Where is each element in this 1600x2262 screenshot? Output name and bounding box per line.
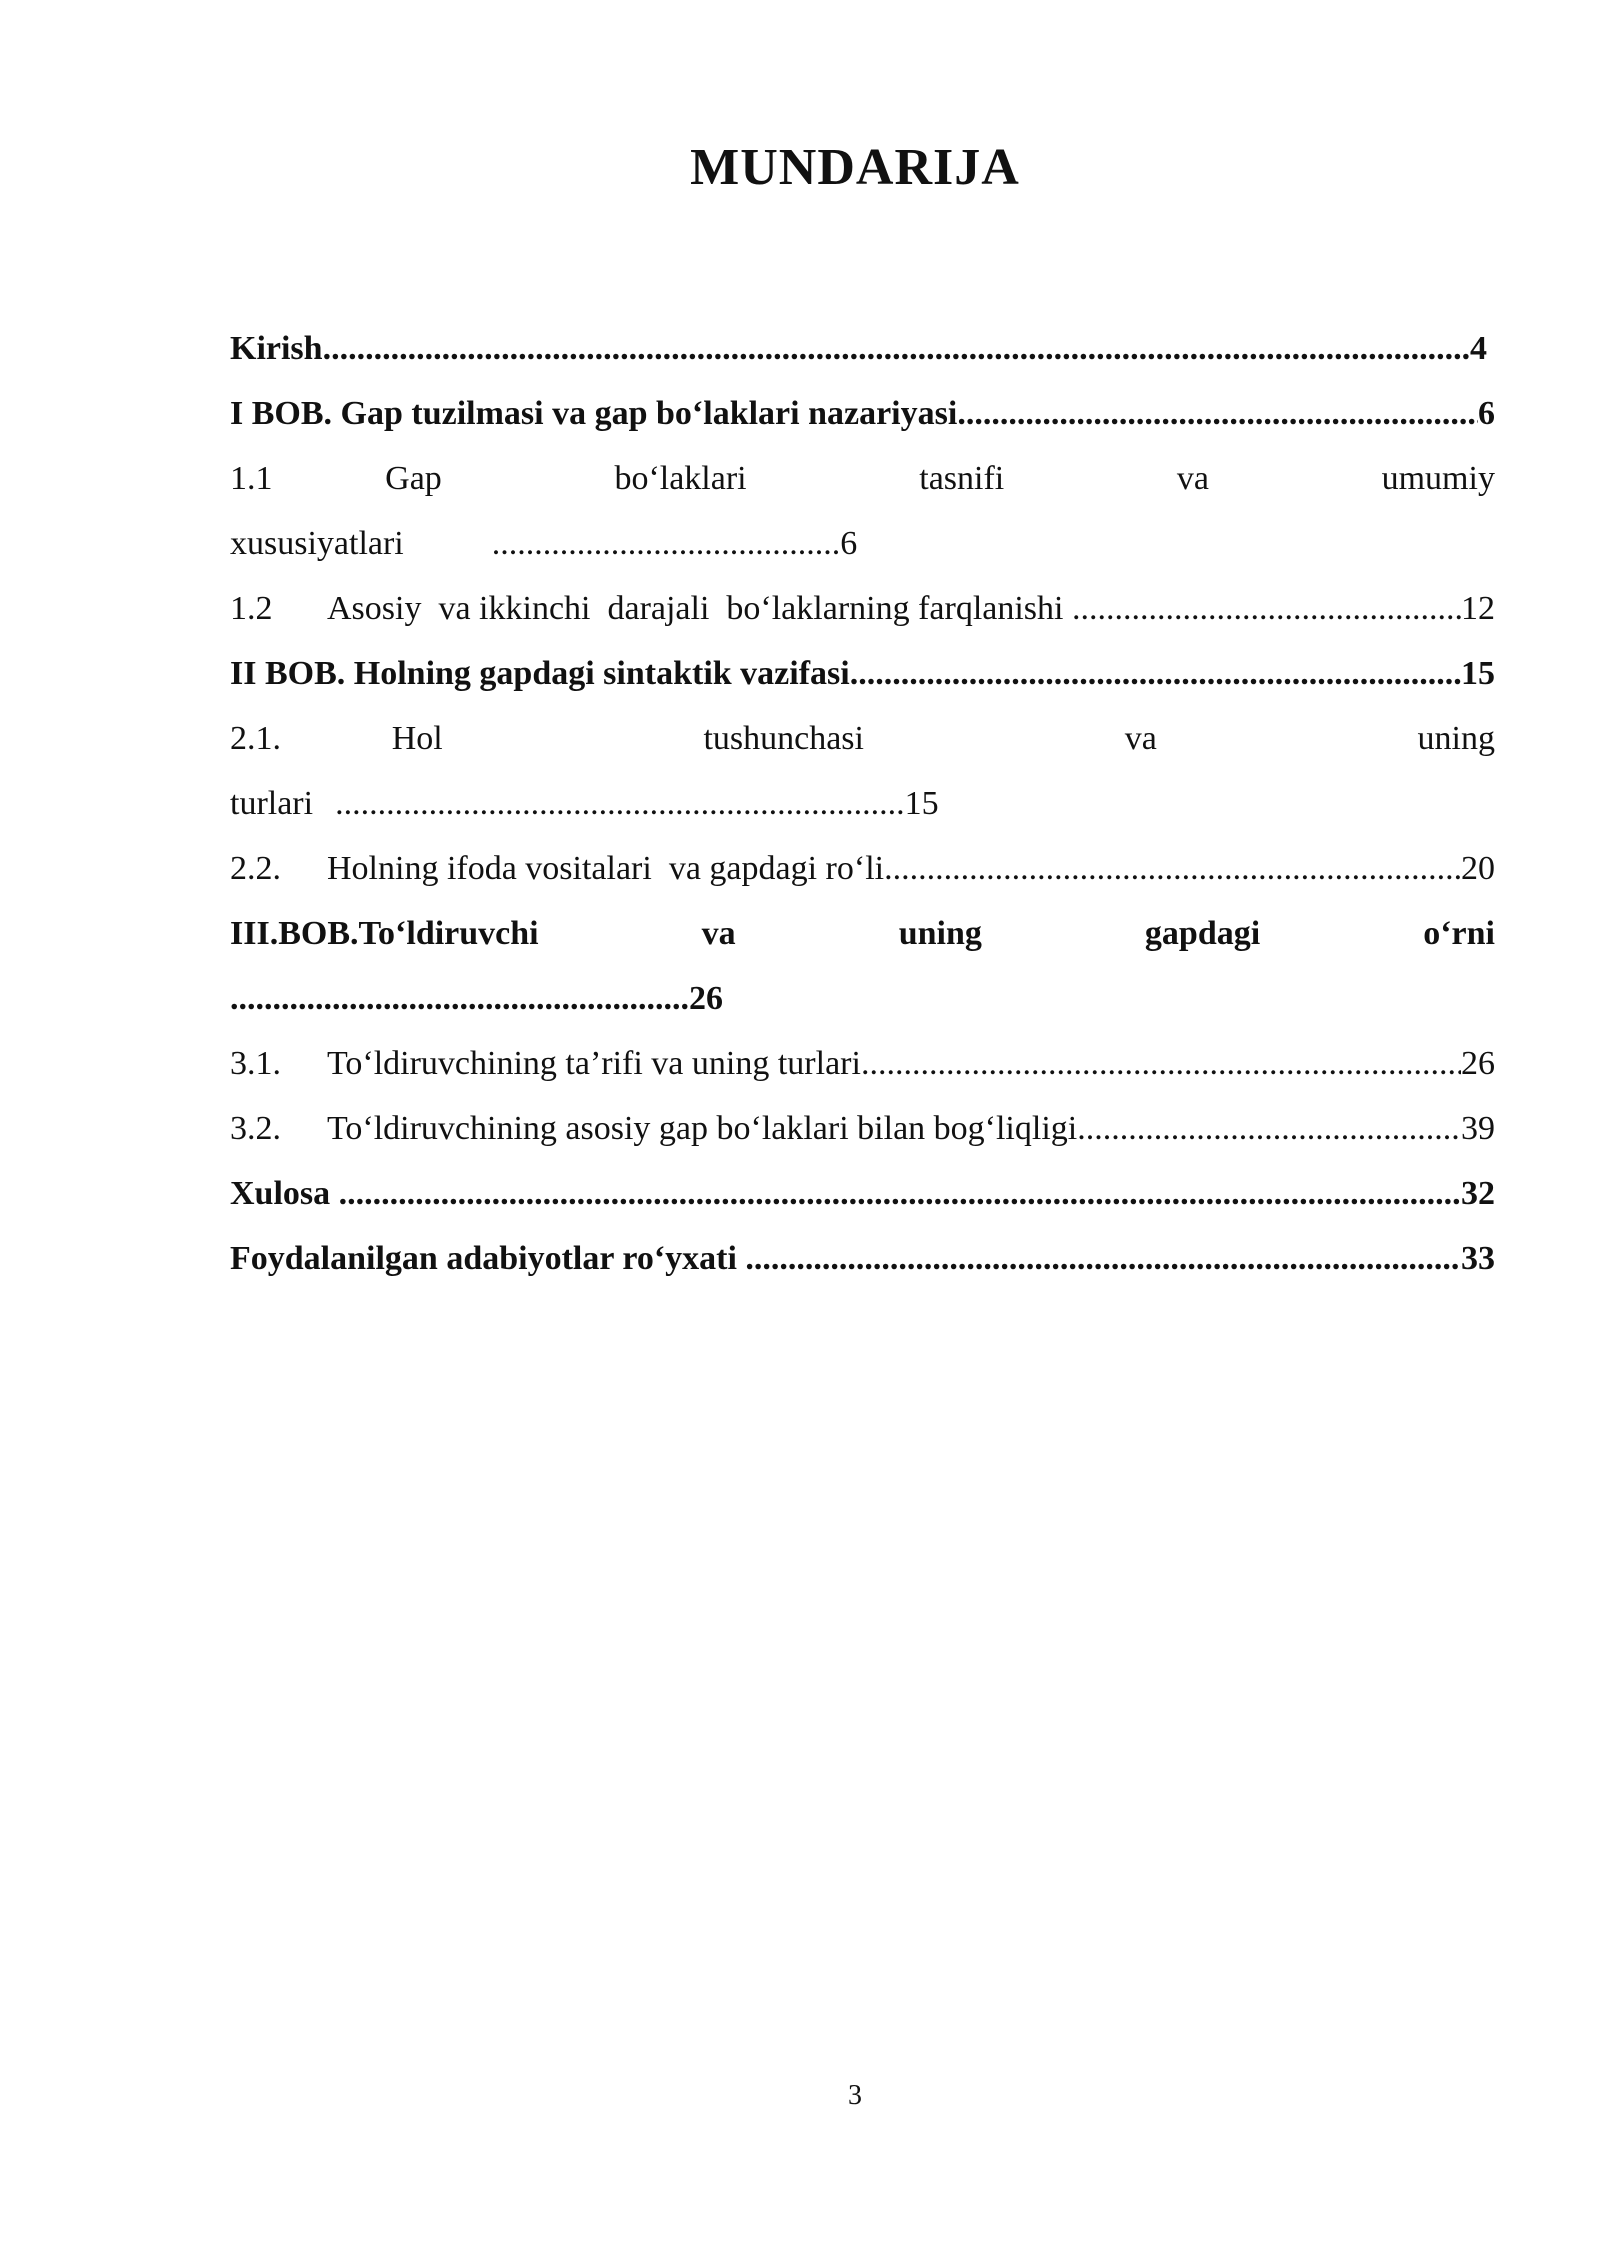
toc-entry-number: 2.1. — [230, 720, 281, 757]
toc-entry-word: tushunchasi — [703, 720, 864, 757]
toc-entry-page: 20 — [1461, 850, 1495, 887]
toc-entry-bob1[interactable] — [230, 381, 1495, 446]
toc-entry-word: uning — [898, 915, 982, 952]
toc-entry-label: To‘ldiruvchining asosiy gap bo‘laklari bilan bog‘liqligi — [327, 1110, 1078, 1147]
toc-entry-3-1[interactable] — [230, 1031, 1495, 1096]
table-of-contents — [230, 316, 1495, 1291]
toc-entry-word: gapdagi — [1144, 915, 1261, 952]
page-number: 3 — [848, 2080, 862, 2111]
toc-entry-1-2[interactable] — [230, 576, 1495, 641]
toc-entry-word: va — [701, 915, 736, 952]
toc-entry-word: o‘rni — [1423, 915, 1495, 952]
toc-leader-dots — [850, 641, 1461, 706]
toc-entry-page: 32 — [1461, 1175, 1495, 1212]
toc-entry-2-1[interactable] — [230, 706, 1495, 771]
toc-entry-label: Asosiy va ikkinchi darajali bo‘laklarning farqlanishi — [327, 590, 1072, 627]
toc-entry-label: Kirish — [230, 330, 323, 367]
toc-entry-word: Gap — [385, 460, 442, 497]
toc-entry-label: To‘ldiruvchining ta’rifi va uning turlari — [327, 1045, 861, 1082]
toc-leader-dots — [1072, 576, 1461, 641]
toc-entry-1-1[interactable] — [230, 446, 1495, 511]
toc-leader-dots — [884, 836, 1461, 901]
toc-entry-label: I BOB. Gap tuzilmasi va gap bo‘laklari nazariyasi — [230, 395, 958, 432]
toc-entry-label: Xulosa — [230, 1175, 339, 1212]
toc-leader-dots — [339, 1161, 1461, 1226]
toc-leader-dots — [861, 1031, 1461, 1096]
toc-entry-page: 4 — [1470, 330, 1487, 367]
toc-entry-2-2[interactable] — [230, 836, 1495, 901]
toc-entry-number: 3.1. — [230, 1045, 281, 1082]
toc-entry-label: turlari — [230, 785, 314, 822]
toc-entry-page: 12 — [1461, 590, 1495, 627]
toc-entry-word: uning — [1417, 720, 1495, 757]
page-title: MUNDARIJA — [690, 139, 1020, 196]
toc-entry-1-1-continuation — [230, 511, 1495, 576]
toc-entry-word: Hol — [391, 720, 443, 757]
toc-entry-label: Holning ifoda vositalari va gapdagi ro‘li — [327, 850, 885, 887]
toc-entry-page: 39 — [1461, 1110, 1495, 1147]
toc-entry-word: va — [1124, 720, 1157, 757]
toc-entry-number: 1.1 — [230, 460, 273, 497]
toc-entry-bob3-continuation — [230, 966, 1495, 1031]
toc-entry-label: Foydalanilgan adabiyotlar ro‘yxati — [230, 1240, 746, 1277]
toc-entry-adabiyotlar[interactable] — [230, 1226, 1495, 1291]
toc-entry-word: III.BOB.To‘ldiruvchi — [230, 915, 539, 952]
toc-leader-dots: ................................................................... — [335, 785, 905, 822]
toc-entry-number: 1.2 — [230, 590, 273, 627]
toc-entry-number: 2.2. — [230, 850, 281, 887]
toc-entry-page: 6 — [840, 525, 858, 562]
toc-entry-xulosa[interactable] — [230, 1161, 1495, 1226]
toc-leader-dots — [1077, 1096, 1461, 1161]
toc-entry-number: 3.2. — [230, 1110, 281, 1147]
toc-entry-page: 26 — [689, 980, 723, 1017]
toc-entry-3-2[interactable] — [230, 1096, 1495, 1161]
toc-entry-label: xususiyatlari — [230, 525, 404, 562]
toc-entry-2-1-continuation — [230, 771, 1495, 836]
toc-leader-dots — [323, 316, 1470, 381]
toc-entry-page: 15 — [904, 785, 939, 822]
toc-entry-bob3[interactable] — [230, 901, 1495, 966]
toc-entry-word: umumiy — [1381, 460, 1495, 497]
toc-entry-word: va — [1176, 460, 1209, 497]
toc-entry-word: tasnifi — [919, 460, 1005, 497]
toc-entry-bob2[interactable] — [230, 641, 1495, 706]
toc-entry-page: 15 — [1461, 655, 1495, 692]
toc-entry-page: 33 — [1461, 1240, 1495, 1277]
toc-entry-kirish[interactable] — [230, 316, 1495, 381]
toc-leader-dots: ...................................................... — [230, 980, 689, 1017]
toc-entry-word: bo‘laklari — [614, 460, 747, 497]
toc-leader-dots: ......................................... — [491, 525, 841, 562]
toc-leader-dots — [745, 1226, 1461, 1291]
toc-leader-dots — [957, 381, 1478, 446]
toc-entry-page: 26 — [1461, 1045, 1495, 1082]
toc-entry-label: II BOB. Holning gapdagi sintaktik vazifasi — [230, 655, 850, 692]
toc-entry-page: 6 — [1478, 395, 1495, 432]
